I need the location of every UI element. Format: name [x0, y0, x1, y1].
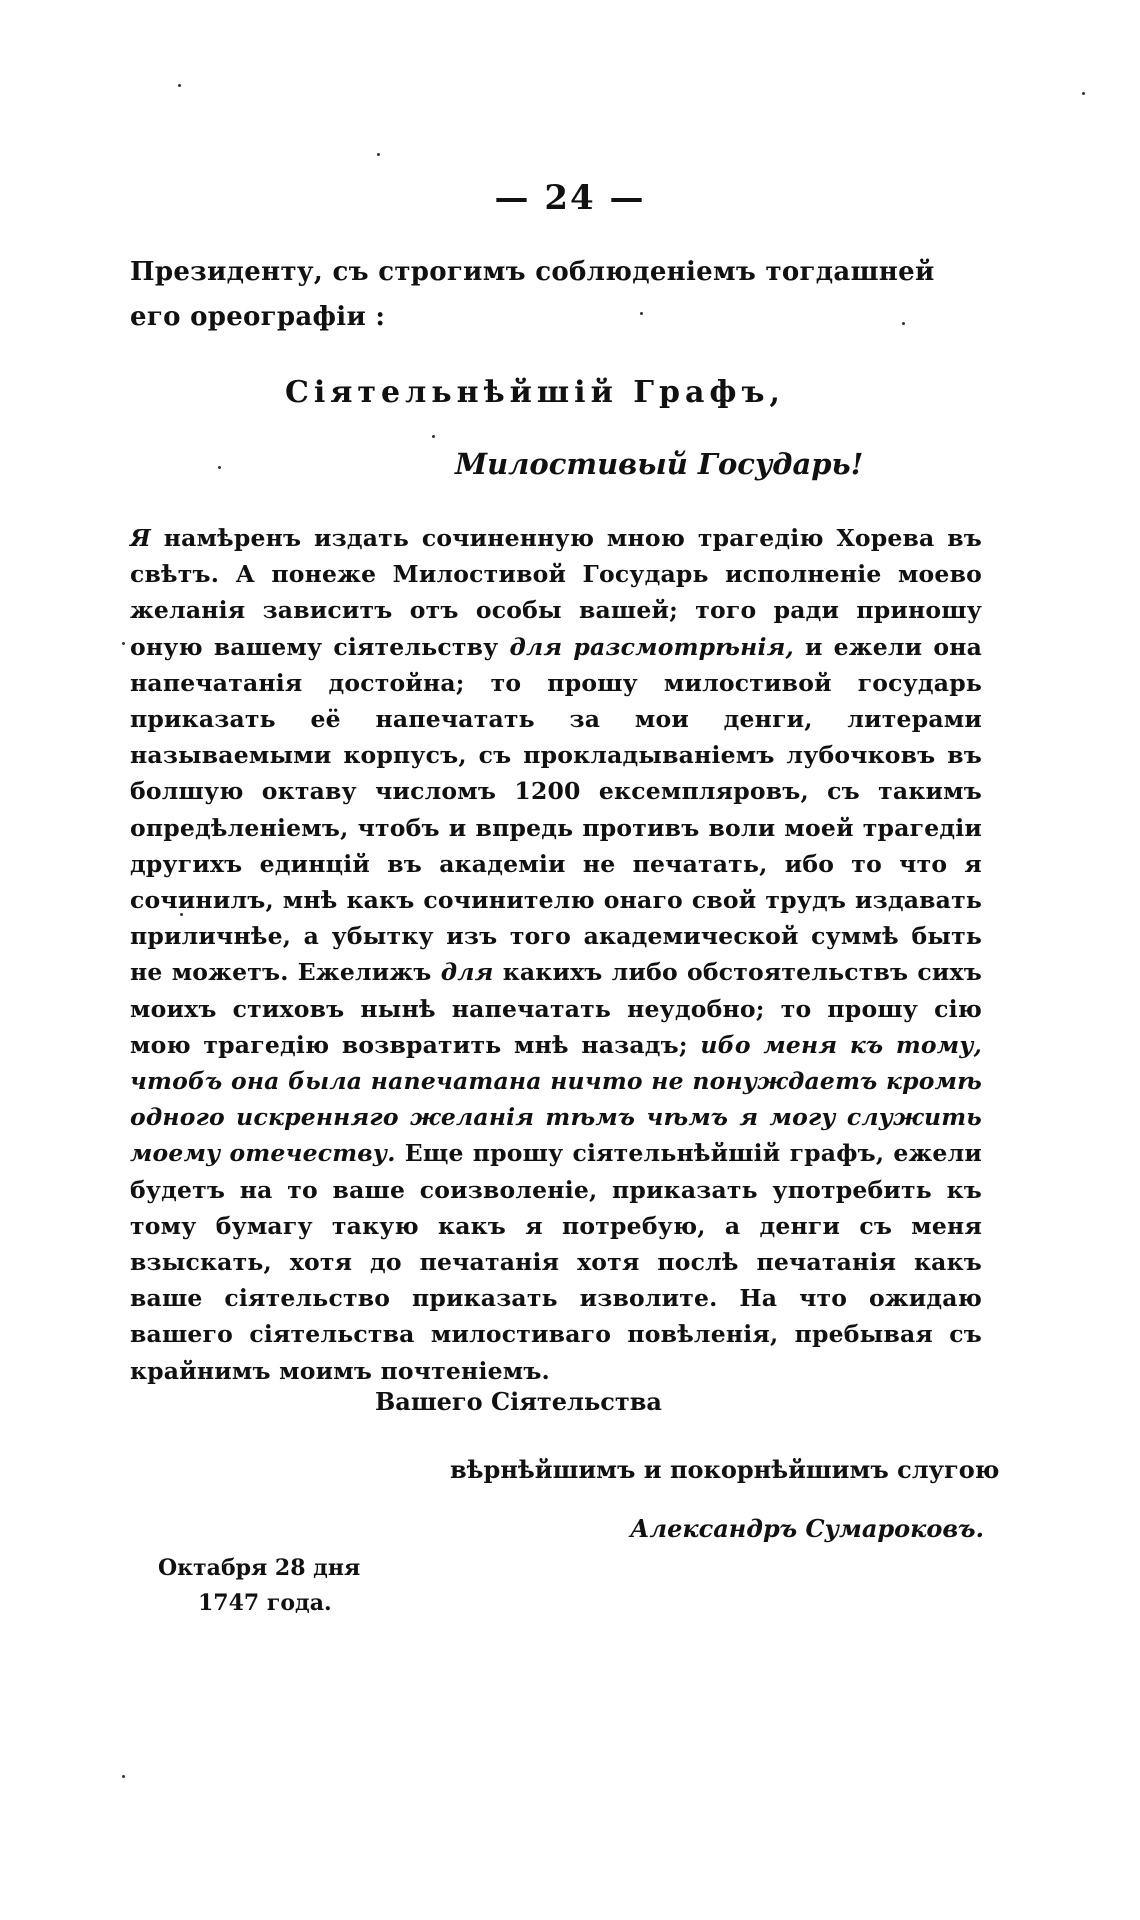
body-segment: Еще прошу сіятельнѣйшій графъ, ежели будетъ на то ваше соизволеніе, приказать употребить къ тому бумагу такую какъ я потребую, а денги съ меня взыскать, хотя до печатанія хотя послѣ печатанія какъ ваше сіятельство приказать изволите. На что ожидаю вашего сіятельства милостиваго повѣленія, пребывая съ крайнимъ моимъ почтеніемъ. [130, 1139, 982, 1385]
letter-body [130, 520, 982, 1389]
body-segment: для разсмотрѣнія, [509, 632, 794, 661]
body-segment: Я [130, 524, 151, 552]
scan-speck [432, 435, 435, 438]
scan-speck [178, 84, 181, 87]
scan-speck [377, 153, 380, 156]
closing-line: вѣрнѣйшимъ и покорнѣйшимъ слугою [450, 1455, 1000, 1484]
body-segment: ибо меня къ тому, чтобъ она была напечатана ничто не понуждаетъ кромѣ одного искренняго желанія тѣмъ чѣмъ я могу служить моему отечеству. [130, 1030, 982, 1168]
scan-speck [1082, 92, 1085, 95]
body-segment: какихъ либо обстоятельствъ сихъ моихъ стиховъ нынѣ напечатать неудобно; то прошу сію мою трагедію возвратить мнѣ назадъ; [130, 958, 982, 1059]
body-segment: для [440, 958, 494, 987]
date-line: Октабря 28 дня [158, 1555, 361, 1581]
date-line: 1747 года. [198, 1590, 332, 1616]
closing-line: Вашего Сіятельства [375, 1387, 662, 1416]
page-number: — 24 — [494, 178, 646, 218]
scan-speck [218, 466, 221, 469]
letter-address: Милостивый Государь! [455, 447, 864, 481]
scan-speck [122, 1775, 125, 1778]
letter-salutation: Сіятельнѣйшій Графъ, [285, 375, 785, 410]
body-segment: и ежели она напечатанія достойна; то прошу милостивой государь приказать её напечатать за мои денги, литерами называемыми корпусъ, съ прокладываніемъ лубочковъ въ болшую октаву числомъ 1200 ексемпляровъ, съ такимъ опредѣленіемъ, чтобъ и впредь противъ воли моей трагедіи другихъ единцій въ академіи не печатать, ибо то что я сочинилъ, мнѣ какъ сочинителю онаго свой трудъ издавать приличнѣе, а убытку изъ того академической суммѣ быть не можетъ. Ежелижъ [130, 632, 983, 987]
intro-paragraph: Президенту, съ строгимъ соблюденіемъ тогдашней его ореографіи : [130, 257, 935, 332]
scan-speck [122, 642, 125, 645]
signature: Александръ Сумароковъ. [630, 1514, 984, 1543]
body-segment: намѣренъ издать сочиненную мною трагедію Хорева въ свѣтъ. А понеже Милостивой Государь исполненіе моево желанія зависитъ отъ особы вашей; того ради приношу оную вашему сіятельству [130, 524, 982, 661]
